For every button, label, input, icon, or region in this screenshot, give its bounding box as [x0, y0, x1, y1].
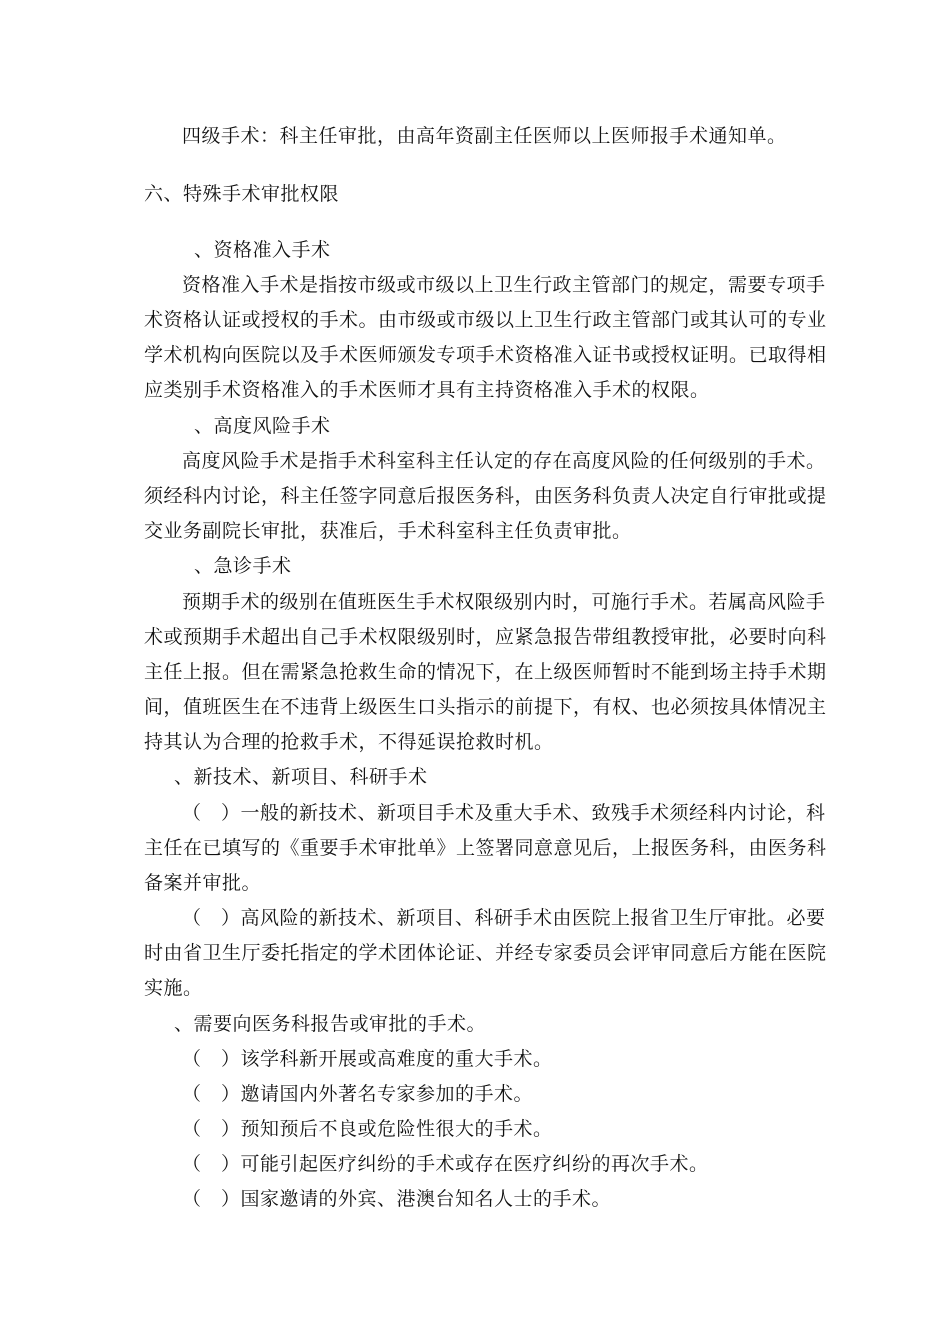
subheading-qualification-surgery: 、资格准入手术: [194, 239, 331, 261]
paragraph-line: 时由省卫生厅委托指定的学术团体论证、并经专家委员会评审同意后方能在医院: [144, 942, 827, 964]
subheading-new-technology-surgery: 、新技术、新项目、科研手术: [174, 766, 428, 788]
paragraph-line: 学术机构向医院以及手术医师颁发专项手术资格准入证书或授权证明。已取得相: [144, 344, 827, 366]
paragraph-line: 实施。: [144, 977, 203, 999]
subheading-emergency-surgery: 、急诊手术: [194, 555, 292, 577]
list-item: （ ）可能引起医疗纠纷的手术或存在医疗纠纷的再次手术。: [182, 1153, 709, 1175]
list-item: （ ）国家邀请的外宾、港澳台知名人士的手术。: [182, 1188, 612, 1210]
section-heading-special-surgery: 六、特殊手术审批权限: [144, 183, 340, 205]
paragraph-line: 应类别手术资格准入的手术医师才具有主持资格准入手术的权限。: [144, 379, 710, 401]
paragraph-line: 主任上报。但在需紧急抢救生命的情况下，在上级医师暂时不能到场主持手术期: [144, 661, 827, 683]
paragraph-line: 预期手术的级别在值班医生手术权限级别内时，可施行手术。若属高风险手: [182, 591, 826, 613]
paragraph-line: 主任在已填写的《重要手术审批单》上签署同意意见后，上报医务科，由医务科: [144, 837, 827, 859]
paragraph-level4-surgery: 四级手术：科主任审批，由高年资副主任医师以上医师报手术通知单。: [182, 125, 787, 147]
paragraph-line: 资格准入手术是指按市级或市级以上卫生行政主管部门的规定，需要专项手: [182, 274, 826, 296]
subheading-report-surgery: 、需要向医务科报告或审批的手术。: [174, 1013, 487, 1035]
paragraph-line: 高度风险手术是指手术科室科主任认定的存在高度风险的任何级别的手术。: [182, 450, 826, 472]
paragraph-line: 术或预期手术超出自己手术权限级别时，应紧急报告带组教授审批，必要时向科: [144, 626, 827, 648]
paragraph-line: 术资格认证或授权的手术。由市级或市级以上卫生行政主管部门或其认可的专业: [144, 309, 827, 331]
paragraph-line: 须经科内讨论，科主任签字同意后报医务科，由医务科负责人决定自行审批或提: [144, 485, 827, 507]
paragraph-line: （ ）高风险的新技术、新项目、科研手术由医院上报省卫生厅审批。必要: [182, 907, 826, 929]
paragraph-line: 持其认为合理的抢救手术，不得延误抢救时机。: [144, 731, 554, 753]
paragraph-line: 间，值班医生在不违背上级医生口头指示的前提下，有权、也必须按具体情况主: [144, 696, 827, 718]
list-item: （ ）邀请国内外著名专家参加的手术。: [182, 1083, 534, 1105]
paragraph-line: 备案并审批。: [144, 872, 262, 894]
subheading-high-risk-surgery: 、高度风险手术: [194, 415, 331, 437]
list-item: （ ）预知预后不良或危险性很大的手术。: [182, 1118, 553, 1140]
paragraph-line: （ ）一般的新技术、新项目手术及重大手术、致残手术须经科内讨论，科: [182, 802, 826, 824]
list-item: （ ）该学科新开展或高难度的重大手术。: [182, 1048, 553, 1070]
paragraph-line: 交业务副院长审批，获准后，手术科室科主任负责审批。: [144, 520, 632, 542]
